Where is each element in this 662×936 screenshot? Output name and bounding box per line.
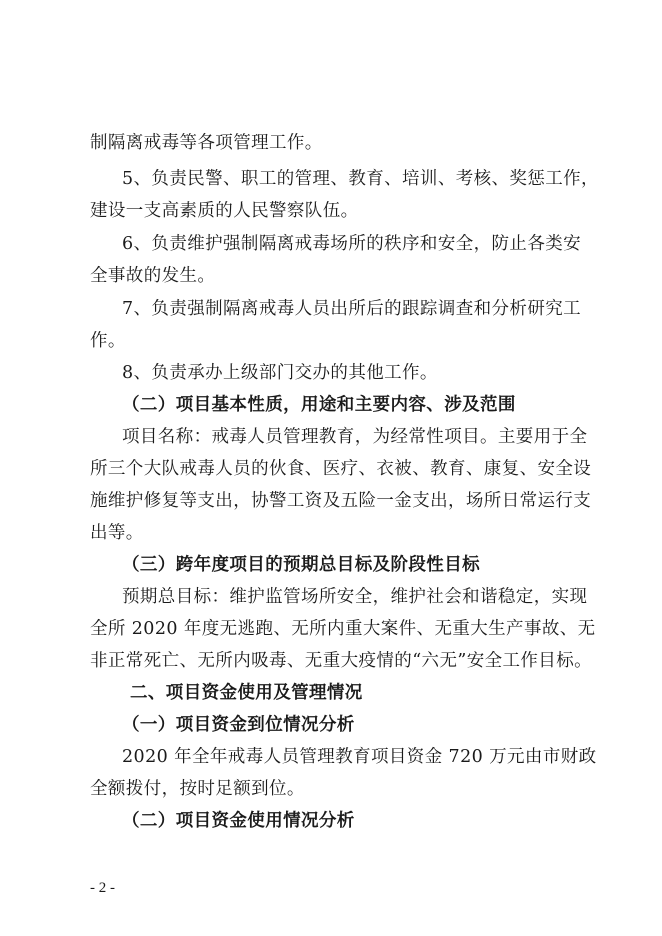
text-line: 出等。 [90,523,144,543]
chapter-heading: 二、项目资金使用及管理情况 [130,683,363,703]
text-line: 2020 年全年戒毒人员管理教育项目资金 720 万元由市财政 [122,747,597,767]
text-line: 全额拨付，按时足额到位。 [90,779,305,799]
text-line: 8、负责承办上级部门交办的其他工作。 [122,363,438,383]
text-line: 制隔离戒毒等各项管理工作。 [90,133,323,153]
text-line: 项目名称：戒毒人员管理教育，为经常性项目。主要用于全 [122,427,588,447]
text-line: 6、负责维护强制隔离戒毒场所的秩序和安全，防止各类安 [122,234,582,254]
text-line: 施维护修复等支出，协警工资及五险一金支出，场所日常运行支 [90,491,592,511]
text-line: 全所 2020 年度无逃跑、无所内重大案件、无重大生产事故、无 [90,619,596,639]
text-line: 7、负责强制隔离戒毒人员出所后的跟踪调查和分析研究工 [122,299,582,319]
text-line: 全事故的发生。 [90,266,216,286]
text-line: 非正常死亡、无所内吸毒、无重大疫情的“六无”安全工作目标。 [90,651,592,671]
text-line: 作。 [90,331,126,351]
section-heading: （二）项目资金使用情况分析 [122,811,355,831]
section-heading: （一）项目资金到位情况分析 [122,715,355,735]
text-line: 建设一支高素质的人民警察队伍。 [90,201,359,221]
section-heading: （三）跨年度项目的预期总目标及阶段性目标 [122,555,480,575]
page-number: - 2 - [90,880,115,896]
text-line: 所三个大队戒毒人员的伙食、医疗、衣被、教育、康复、安全设 [90,459,592,479]
section-heading: （二）项目基本性质，用途和主要内容、涉及范围 [122,395,516,415]
text-line: 5、负责民警、职工的管理、教育、培训、考核、奖惩工作， [122,169,599,189]
text-line: 预期总目标：维护监管场所安全，维护社会和谐稳定，实现 [122,587,588,607]
